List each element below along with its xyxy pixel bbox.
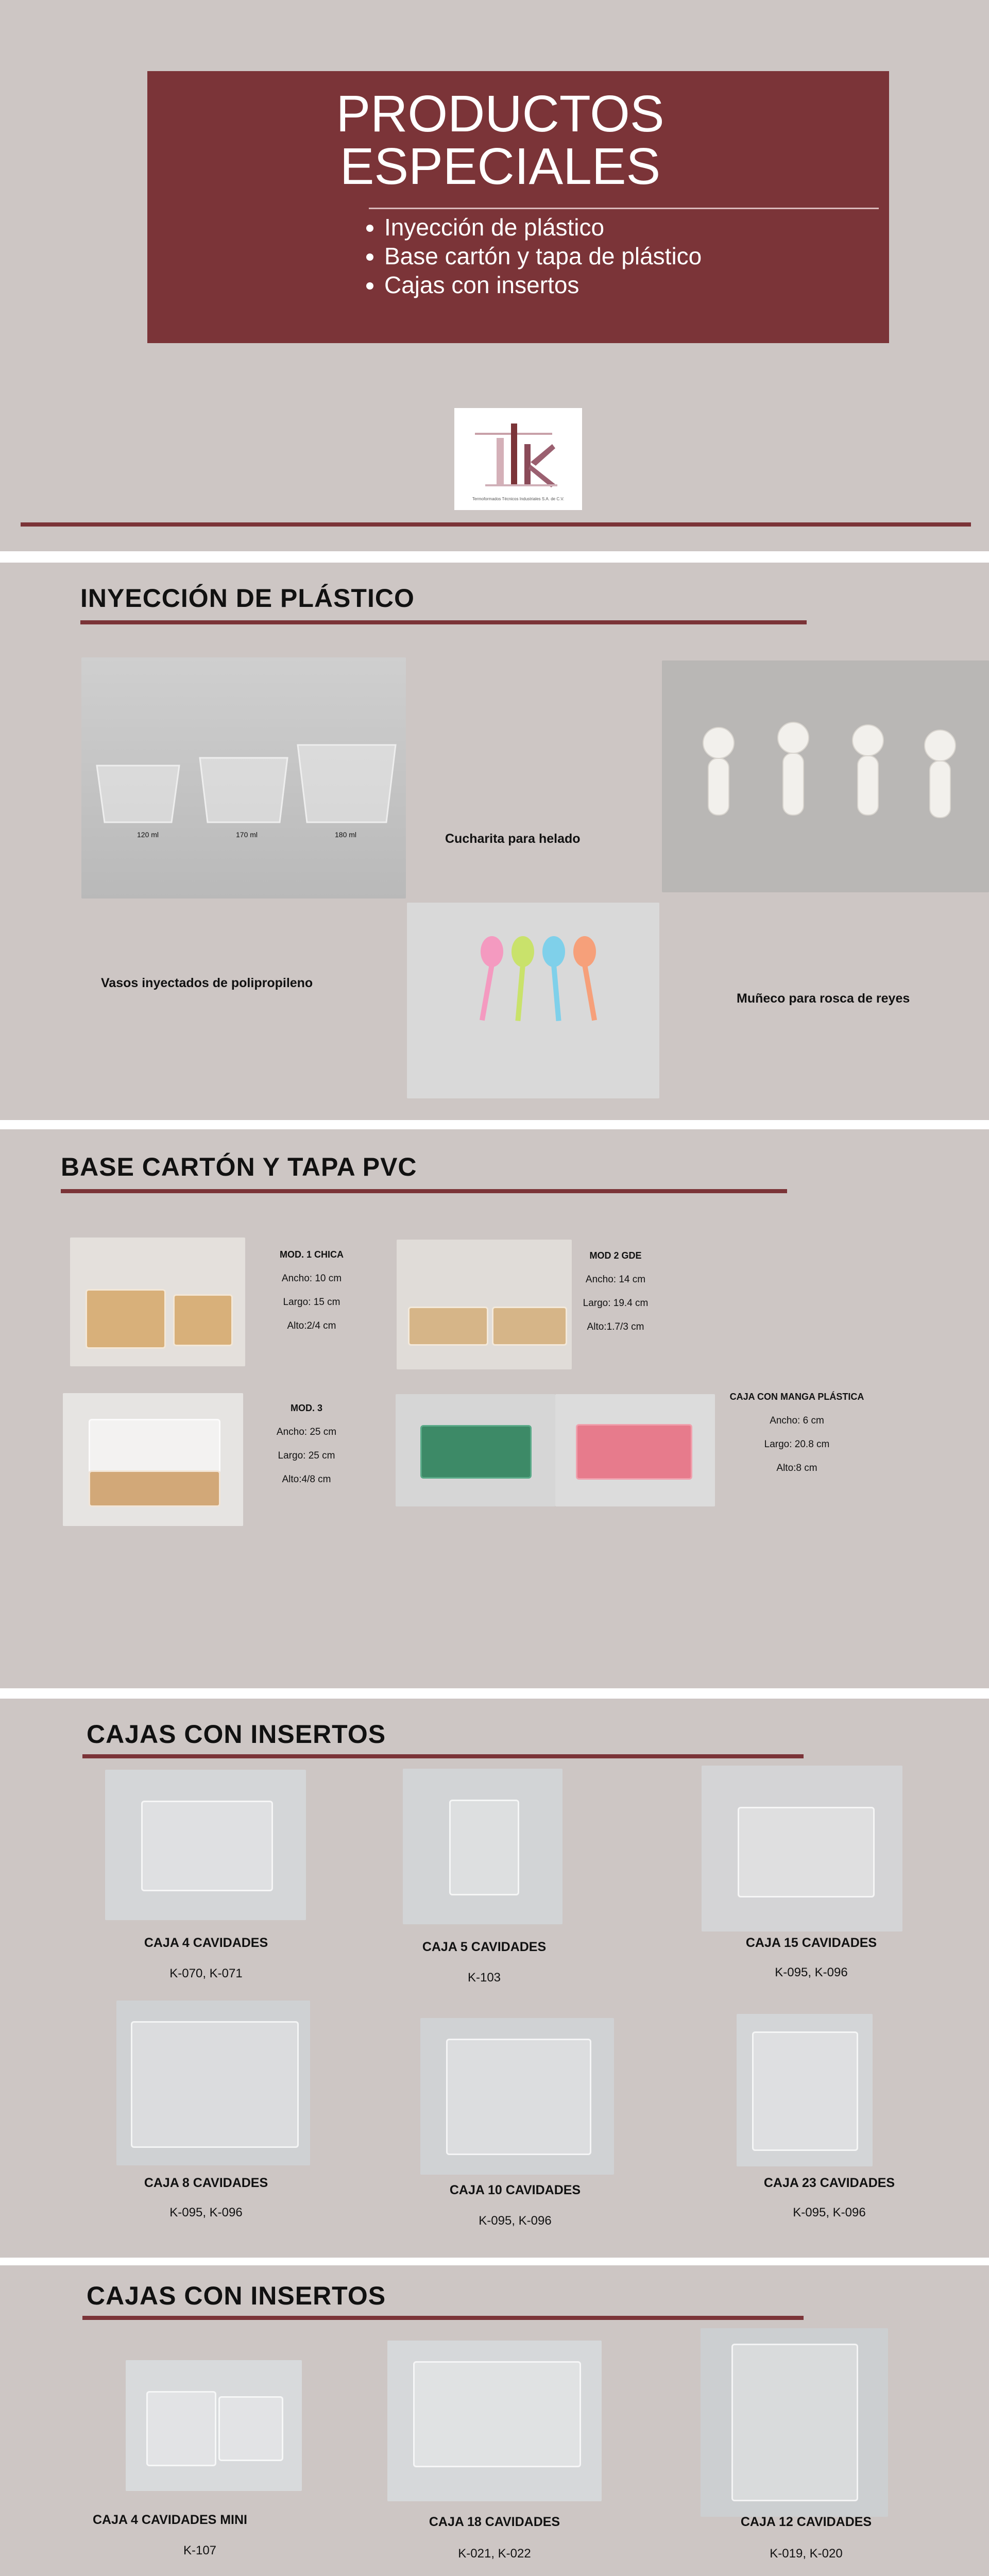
caja-name: CAJA 12 CAVIDADES <box>740 2515 872 2529</box>
spec-largo: Largo: 15 cm <box>283 1297 340 1308</box>
section-title: CAJAS CON INSERTOS <box>87 1720 386 1749</box>
mod1-photo <box>70 1238 245 1366</box>
section-title: CAJAS CON INSERTOS <box>87 2281 386 2310</box>
section-title: INYECCIÓN DE PLÁSTICO <box>80 584 415 613</box>
section-title: BASE CARTÓN Y TAPA PVC <box>61 1153 417 1181</box>
hero-bullet-list <box>364 213 702 299</box>
caja-photo <box>387 2341 602 2501</box>
hero-bullet: • Base cartón y tapa de plástico <box>384 242 702 270</box>
spec-largo: Largo: 19.4 cm <box>583 1298 649 1309</box>
caja-code: K-107 <box>183 2544 217 2557</box>
caja-name: CAJA 5 CAVIDADES <box>422 1940 547 1954</box>
manga-green-photo <box>396 1394 555 1506</box>
section-title-rule <box>82 1754 804 1758</box>
mod2-photo <box>397 1240 572 1369</box>
muneco-caption: Muñeco para rosca de reyes <box>737 991 910 1006</box>
caja-name: CAJA 10 CAVIDADES <box>449 2183 581 2197</box>
hero-divider <box>369 208 879 209</box>
caja-code: K-021, K-022 <box>458 2547 531 2561</box>
logo-caption: Termoformados Técnicos Industriales S.A. de C.V. <box>472 497 565 501</box>
hero-title-line2: ESPECIALES <box>339 138 661 195</box>
hero-section <box>0 0 989 551</box>
section-title-rule <box>82 2316 804 2320</box>
section-title-rule <box>61 1189 787 1193</box>
mod3-photo <box>63 1393 243 1526</box>
logo-mark-icon <box>454 408 582 510</box>
plastic-cups-icon <box>81 657 406 899</box>
caja-photo <box>403 1769 562 1924</box>
figurine-icon <box>662 660 989 892</box>
base-carton-section <box>0 1129 989 1688</box>
caja-name: CAJA 15 CAVIDADES <box>745 1936 877 1950</box>
caja-photo <box>420 2018 614 2175</box>
hero-bottom-rule <box>21 522 971 527</box>
spec-alto: Alto:1.7/3 cm <box>587 1321 644 1332</box>
caja-photo <box>126 2360 302 2491</box>
hero-banner <box>147 71 889 343</box>
cups-photo <box>81 657 406 899</box>
spec-alto: Alto:2/4 cm <box>287 1320 336 1331</box>
manga-pink-photo <box>555 1394 715 1506</box>
cup-label: 170 ml <box>236 831 258 839</box>
cucharita-caption: Cucharita para helado <box>445 832 581 846</box>
insertos2-section <box>0 2265 989 2576</box>
caja-code: K-103 <box>467 1971 501 1985</box>
mod1-specs <box>268 1243 355 1338</box>
caja-photo <box>702 1766 902 1931</box>
cucharitas-photo <box>407 903 659 1098</box>
spec-name: MOD 2 GDE <box>589 1250 642 1261</box>
caja-photo <box>737 2014 873 2166</box>
vasos-caption: Vasos inyectados de polipropileno <box>101 976 313 990</box>
caja-photo <box>701 2328 888 2517</box>
caja-code: K-019, K-020 <box>770 2547 843 2561</box>
spec-ancho: Ancho: 14 cm <box>585 1274 646 1285</box>
caja-photo <box>105 1770 306 1920</box>
hero-bullet: • Inyección de plástico <box>384 213 702 242</box>
hero-title-line1: PRODUCTOS <box>336 85 664 143</box>
spec-largo: Largo: 20.8 cm <box>764 1439 830 1450</box>
caja-code: K-070, K-071 <box>169 1967 243 1980</box>
spoons-icon <box>407 903 659 1098</box>
spec-name: CAJA CON MANGA PLÁSTICA <box>729 1392 864 1402</box>
caja-photo <box>116 2001 310 2165</box>
section-title-rule <box>80 620 807 624</box>
cup-label: 180 ml <box>335 831 357 839</box>
spec-largo: Largo: 25 cm <box>278 1450 335 1461</box>
inyeccion-section <box>0 563 989 1120</box>
caja-name: CAJA 4 CAVIDADES <box>144 1936 268 1950</box>
caja-name: CAJA 18 CAVIDADES <box>429 2515 560 2529</box>
caja-name: CAJA 23 CAVIDADES <box>763 2176 895 2190</box>
caja-code: K-095, K-096 <box>479 2214 552 2228</box>
spec-name: MOD. 1 CHICA <box>279 1249 344 1260</box>
caja-name: CAJA 8 CAVIDADES <box>144 2176 268 2190</box>
mod3-specs <box>263 1396 350 1492</box>
caja-code: K-095, K-096 <box>793 2206 866 2219</box>
caja-name: CAJA 4 CAVIDADES MINI <box>92 2513 248 2527</box>
manga-specs <box>712 1385 882 1480</box>
spec-ancho: Ancho: 10 cm <box>281 1273 342 1284</box>
mod2-specs <box>572 1244 659 1339</box>
spec-ancho: Ancho: 6 cm <box>770 1415 824 1426</box>
spec-name: MOD. 3 <box>290 1403 322 1413</box>
spec-ancho: Ancho: 25 cm <box>276 1427 337 1437</box>
hero-bullet: • Cajas con insertos <box>384 270 702 299</box>
insertos1-section <box>0 1699 989 2258</box>
spec-alto: Alto:8 cm <box>776 1463 817 1473</box>
cup-label: 120 ml <box>137 831 159 839</box>
caja-code: K-095, K-096 <box>169 2206 243 2219</box>
company-logo <box>454 408 582 510</box>
spec-alto: Alto:4/8 cm <box>282 1474 331 1485</box>
caja-code: K-095, K-096 <box>775 1965 848 1979</box>
munecos-photo <box>662 660 989 892</box>
